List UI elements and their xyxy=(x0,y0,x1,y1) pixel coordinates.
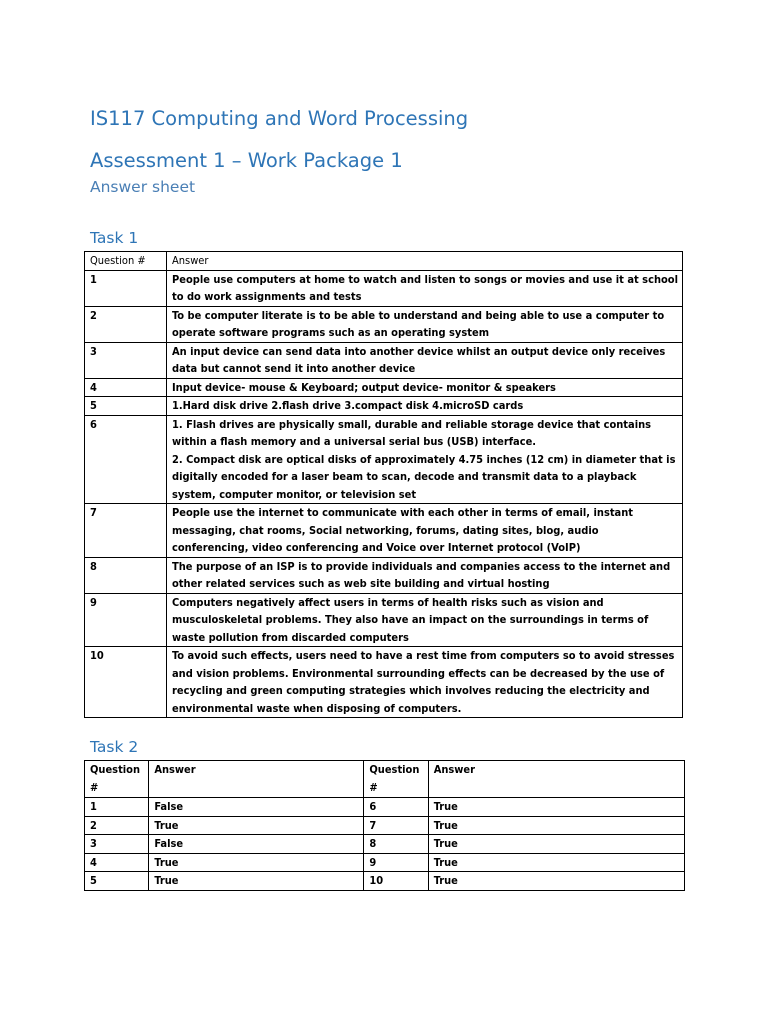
answer-text: To be computer literate is to be able to understand and being able to use a computer to operate software programs such as an operating system xyxy=(167,306,683,342)
table-row xyxy=(85,397,683,416)
question-number-left: 1 xyxy=(85,798,149,817)
question-number: 6 xyxy=(85,415,167,504)
task2-answer-header-right: Answer xyxy=(428,761,684,798)
table-row xyxy=(85,557,683,593)
question-number: 8 xyxy=(85,557,167,593)
answer-text: People use the internet to communicate with each other in terms of email, instant messaging, chat rooms, Social networking, forums, dating sites, blog, audio conferencing, video conferencing and Voice over Internet protocol (VoIP) xyxy=(167,504,683,558)
table-row xyxy=(85,270,683,306)
table-row xyxy=(85,415,683,504)
question-number-left: 4 xyxy=(85,853,149,872)
answer-value-left: True xyxy=(149,816,364,835)
task2-heading: Task 2 xyxy=(90,738,139,756)
task2-question-header-left: Question # xyxy=(85,761,149,798)
task2-question-header-right: Question # xyxy=(364,761,428,798)
question-number: 3 xyxy=(85,342,167,378)
answer-value-right: True xyxy=(428,853,684,872)
table-row xyxy=(85,342,683,378)
task1-header-row xyxy=(85,252,683,271)
table-row xyxy=(85,306,683,342)
table-row xyxy=(85,647,683,718)
answer-value-left: True xyxy=(149,872,364,891)
question-number: 2 xyxy=(85,306,167,342)
course-title: IS117 Computing and Word Processing xyxy=(90,107,469,130)
task1-answer-header: Answer xyxy=(167,252,683,271)
task2-answer-header-left: Answer xyxy=(149,761,364,798)
question-number-right: 6 xyxy=(364,798,428,817)
answer-sheet-subtitle: Answer sheet xyxy=(90,178,196,196)
answer-text: The purpose of an ISP is to provide individuals and companies access to the internet and other related services such as web site building and virtual hosting xyxy=(167,557,683,593)
question-number-left: 3 xyxy=(85,835,149,854)
question-number: 5 xyxy=(85,397,167,416)
table-row xyxy=(85,798,685,817)
answer-value-right: True xyxy=(428,835,684,854)
answer-value-left: False xyxy=(149,798,364,817)
table-row xyxy=(85,504,683,558)
answer-text: An input device can send data into another device whilst an output device only receives data but cannot send it into another device xyxy=(167,342,683,378)
assessment-title: Assessment 1 – Work Package 1 xyxy=(90,149,403,172)
table-row xyxy=(85,853,685,872)
answer-text: Input device- mouse & Keyboard; output device- monitor & speakers xyxy=(167,378,683,397)
question-number: 10 xyxy=(85,647,167,718)
answer-value-right: True xyxy=(428,816,684,835)
question-number: 4 xyxy=(85,378,167,397)
answer-value-left: False xyxy=(149,835,364,854)
question-number-right: 8 xyxy=(364,835,428,854)
table-row xyxy=(85,835,685,854)
task1-heading: Task 1 xyxy=(90,229,139,247)
question-number-left: 2 xyxy=(85,816,149,835)
question-number-right: 7 xyxy=(364,816,428,835)
answer-text: 1. Flash drives are physically small, durable and reliable storage device that contains within a flash memory and a universal serial bus (USB) interface. 2. Compact disk are optical disks of approximately 4.75 inches (12 cm) in diameter that is digitally encoded for a laser beam to scan, decode and transmit data to a playback system, computer monitor, or television set xyxy=(167,415,683,504)
question-number-left: 5 xyxy=(85,872,149,891)
answer-value-right: True xyxy=(428,798,684,817)
answer-text: 1.Hard disk drive 2.flash drive 3.compact disk 4.microSD cards xyxy=(167,397,683,416)
answer-text: To avoid such effects, users need to have a rest time from computers so to avoid stresses and vision problems. Environmental surrounding effects can be decreased by the use of recycling and green computing strategies which involves reducing the electricity and environmental waste when disposing of computers. xyxy=(167,647,683,718)
answer-text: People use computers at home to watch and listen to songs or movies and use it at school to do work assignments and tests xyxy=(167,270,683,306)
question-number-right: 9 xyxy=(364,853,428,872)
question-number: 1 xyxy=(85,270,167,306)
table-row xyxy=(85,593,683,647)
task1-question-header: Question # xyxy=(85,252,167,271)
answer-text: Computers negatively affect users in terms of health risks such as vision and musculoskeletal problems. They also have an impact on the surroundings in terms of waste pollution from discarded computers xyxy=(167,593,683,647)
table-row xyxy=(85,872,685,891)
answer-value-right: True xyxy=(428,872,684,891)
question-number-right: 10 xyxy=(364,872,428,891)
task2-header-row xyxy=(85,761,685,798)
answer-value-left: True xyxy=(149,853,364,872)
question-number: 9 xyxy=(85,593,167,647)
question-number: 7 xyxy=(85,504,167,558)
task2-table xyxy=(84,760,685,891)
table-row xyxy=(85,816,685,835)
task1-table xyxy=(84,251,683,718)
table-row xyxy=(85,378,683,397)
